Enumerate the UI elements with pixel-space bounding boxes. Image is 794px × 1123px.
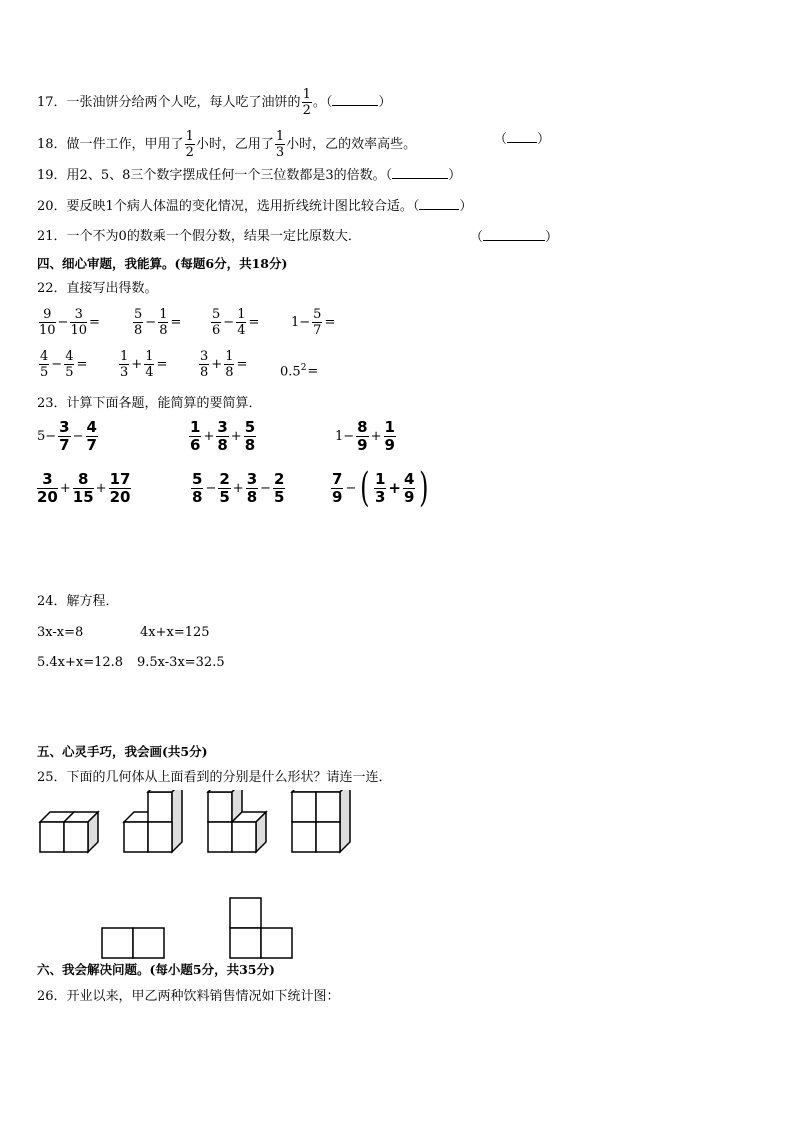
denominator: 7 — [59, 436, 70, 454]
operator: − — [145, 314, 157, 330]
section-5-title: 五、心灵手巧，我会画(共5分) — [37, 744, 208, 759]
numerator: 3 — [217, 418, 228, 436]
denominator: 5 — [65, 365, 74, 380]
numerator: 17 — [109, 470, 131, 488]
denominator: 8 — [244, 436, 256, 454]
operator: − — [72, 429, 84, 444]
numerator: 5 — [134, 307, 143, 322]
denominator: 8 — [159, 323, 168, 338]
q22-item-8 — [280, 359, 319, 381]
denominator: 9 — [357, 436, 368, 454]
q19-number: 19． — [37, 168, 67, 183]
q18-answer — [494, 130, 550, 149]
q23-expr-4 — [36, 472, 132, 505]
denominator: 7 — [86, 436, 97, 454]
denominator: 2 — [302, 103, 311, 118]
denominator: 20 — [109, 488, 131, 506]
q22-item-1 — [38, 308, 101, 337]
q22-item-4 — [290, 308, 336, 337]
numerator: 3 — [59, 418, 70, 436]
equals: = — [76, 356, 88, 372]
numerator: 1 — [145, 349, 154, 364]
denominator: 8 — [217, 436, 228, 454]
q18-number: 18． — [37, 137, 67, 152]
q22-item-3 — [210, 308, 260, 337]
denominator: 9 — [384, 436, 395, 454]
numerator: 3 — [37, 472, 58, 489]
q21-text: 一个不为0的数乘一个假分数，结果一定比原数大． — [66, 229, 361, 244]
numerator: 1 — [120, 349, 129, 364]
operator: + — [211, 356, 223, 372]
denominator: 5 — [274, 488, 285, 506]
numerator: 5 — [313, 307, 322, 322]
numerator: 1 — [374, 469, 386, 488]
operator: + — [203, 429, 215, 444]
denominator: 7 — [313, 323, 322, 338]
solid-1-two-cubes — [40, 812, 98, 852]
q17-fraction — [302, 88, 312, 117]
q21-number: 21． — [37, 229, 67, 244]
equals: = — [89, 314, 100, 330]
numerator: 4 — [403, 469, 415, 488]
question-19 — [37, 166, 461, 185]
answer-blank[interactable] — [332, 93, 378, 106]
operator: − — [260, 481, 272, 496]
q18-fraction-2 — [275, 130, 285, 159]
q18-text-b: 小时，乙用了 — [195, 137, 274, 152]
numerator: 7 — [332, 469, 343, 488]
denominator: 8 — [246, 488, 258, 506]
q21-answer — [470, 228, 558, 247]
numerator: 1 — [384, 418, 395, 436]
q25-solids — [30, 790, 370, 860]
numerator: 5 — [192, 470, 203, 488]
left-paren: ( — [360, 465, 370, 511]
section-4-title: 四、细心审题，我能算。(每题6分，共18分) — [37, 256, 288, 271]
denominator: 10 — [70, 323, 87, 338]
denominator: 20 — [37, 488, 58, 506]
denominator: 8 — [134, 323, 143, 338]
operator: + — [59, 481, 71, 496]
equals: = — [307, 363, 319, 379]
q24-equation-4: 9.5x-3x=32.5 — [137, 655, 225, 670]
section-6-title: 六、我会解决问题。(每小题5分，共35分) — [37, 962, 275, 977]
denominator: 3 — [275, 145, 285, 160]
question-21 — [37, 228, 361, 246]
base: 0.5 — [280, 364, 301, 380]
answer-blank[interactable] — [483, 228, 545, 241]
q17-text-after: 。（ — [312, 95, 333, 110]
solid-2-l-shape — [124, 790, 182, 852]
q23-expr-3 — [334, 420, 397, 453]
equals: = — [170, 314, 182, 330]
q23-title: 23．计算下面各题，能简算的要简算． — [37, 396, 262, 411]
operator: + — [230, 429, 242, 444]
top-view-two-squares — [102, 928, 164, 958]
operator: + — [95, 481, 107, 496]
operator: − — [345, 480, 357, 496]
denominator: 9 — [332, 487, 343, 506]
q21-close: ） — [545, 230, 559, 245]
q22-item-5 — [38, 350, 88, 379]
equals: = — [248, 314, 260, 330]
q17-text: 一张油饼分给两个人吃，每人吃了油饼的 — [66, 95, 301, 110]
q23-expr-2 — [188, 420, 257, 453]
question-18 — [37, 130, 416, 159]
equals: = — [236, 356, 248, 372]
numerator: 2 — [274, 470, 285, 488]
q23-expr-6 — [330, 465, 432, 511]
operator: − — [205, 481, 217, 496]
question-17 — [37, 88, 391, 117]
numerator: 4 — [86, 418, 97, 436]
q24-equation-1: 3x-x=8 — [37, 625, 84, 640]
q18-open: （ — [494, 132, 508, 147]
operator: + — [131, 356, 143, 372]
q23-expr-1 — [36, 420, 99, 453]
numerator: 3 — [200, 349, 209, 364]
denominator: 2 — [185, 145, 194, 160]
numerator: 5 — [244, 418, 256, 436]
numerator: 9 — [39, 308, 56, 323]
denominator: 10 — [39, 323, 56, 338]
lead-term: 1− — [291, 314, 311, 330]
denominator: 4 — [145, 365, 154, 380]
numerator: 2 — [219, 470, 230, 488]
q17-number: 17． — [37, 95, 67, 110]
denominator: 3 — [120, 365, 129, 380]
q18-fraction-1 — [185, 130, 195, 159]
q20-close: ） — [459, 199, 473, 214]
solid-4-square — [292, 790, 350, 852]
lead-term: 5− — [37, 429, 57, 444]
denominator: 8 — [192, 488, 203, 506]
denominator: 5 — [40, 365, 49, 380]
exponent: 2 — [300, 363, 307, 373]
q22-title: 22．直接写出得数。 — [37, 281, 158, 296]
numerator: 4 — [65, 349, 74, 364]
q25-top-views — [95, 895, 300, 961]
numerator: 1 — [185, 129, 194, 144]
operator: − — [223, 314, 235, 330]
equals: = — [156, 356, 168, 372]
answer-blank[interactable] — [419, 197, 459, 210]
answer-blank[interactable] — [507, 130, 537, 143]
q19-text: 用2、5、8三个数字摆成任何一个三位数都是3的倍数。（ — [66, 168, 393, 183]
q22-item-7 — [198, 350, 248, 379]
q18-text-c: 小时，乙的效率高些。 — [286, 137, 417, 152]
operator: − — [57, 314, 69, 330]
denominator: 6 — [190, 436, 201, 454]
numerator: 1 — [302, 87, 311, 102]
top-view-l-shape — [230, 898, 292, 958]
q24-equation-2: 4x+x=125 — [140, 625, 210, 640]
question-20 — [37, 197, 472, 216]
denominator: 15 — [72, 488, 94, 506]
solid-3-l-shape — [208, 790, 266, 852]
q18-close: ） — [537, 132, 551, 147]
numerator: 1 — [275, 129, 285, 144]
numerator: 1 — [159, 307, 168, 322]
operator: + — [370, 429, 382, 444]
q24-equation-3: 5.4x+x=12.8 — [37, 655, 124, 670]
operator: + — [232, 481, 244, 496]
denominator: 8 — [200, 365, 209, 380]
q25-title: 25．下面的几何体从上面看到的分别是什么形状？请连一连． — [37, 770, 392, 785]
numerator: 8 — [357, 418, 368, 436]
numerator: 4 — [40, 349, 49, 364]
q26-title: 26．开业以来，甲乙两种饮料销售情况如下统计图： — [37, 989, 340, 1004]
q22-item-2 — [132, 308, 182, 337]
numerator: 3 — [70, 308, 87, 323]
q17-close: ） — [378, 95, 392, 110]
q23-expr-5 — [190, 472, 286, 505]
numerator: 3 — [246, 470, 258, 488]
answer-blank[interactable] — [392, 166, 448, 179]
denominator: 9 — [403, 487, 415, 506]
numerator: 1 — [237, 307, 246, 322]
q21-open: （ — [470, 230, 484, 245]
denominator: 4 — [237, 323, 246, 338]
q19-close: ） — [448, 168, 462, 183]
denominator: 5 — [219, 488, 230, 506]
equals: = — [324, 314, 336, 330]
denominator: 6 — [212, 323, 221, 338]
lead-term: 1− — [335, 429, 355, 444]
denominator: 8 — [225, 365, 234, 380]
numerator: 1 — [225, 349, 234, 364]
denominator: 3 — [374, 487, 386, 506]
numerator: 5 — [212, 307, 221, 322]
q22-item-6 — [118, 350, 168, 379]
q18-text-a: 做一件工作，甲用了 — [66, 137, 184, 152]
operator: + — [388, 479, 401, 497]
right-paren: ) — [419, 465, 429, 511]
numerator: 1 — [190, 418, 201, 436]
numerator: 8 — [73, 472, 94, 489]
q20-number: 20． — [37, 199, 67, 214]
operator: − — [51, 356, 63, 372]
q20-text: 要反映1个病人体温的变化情况，选用折线统计图比较合适。（ — [66, 199, 420, 214]
q24-title: 24．解方程． — [37, 594, 119, 609]
